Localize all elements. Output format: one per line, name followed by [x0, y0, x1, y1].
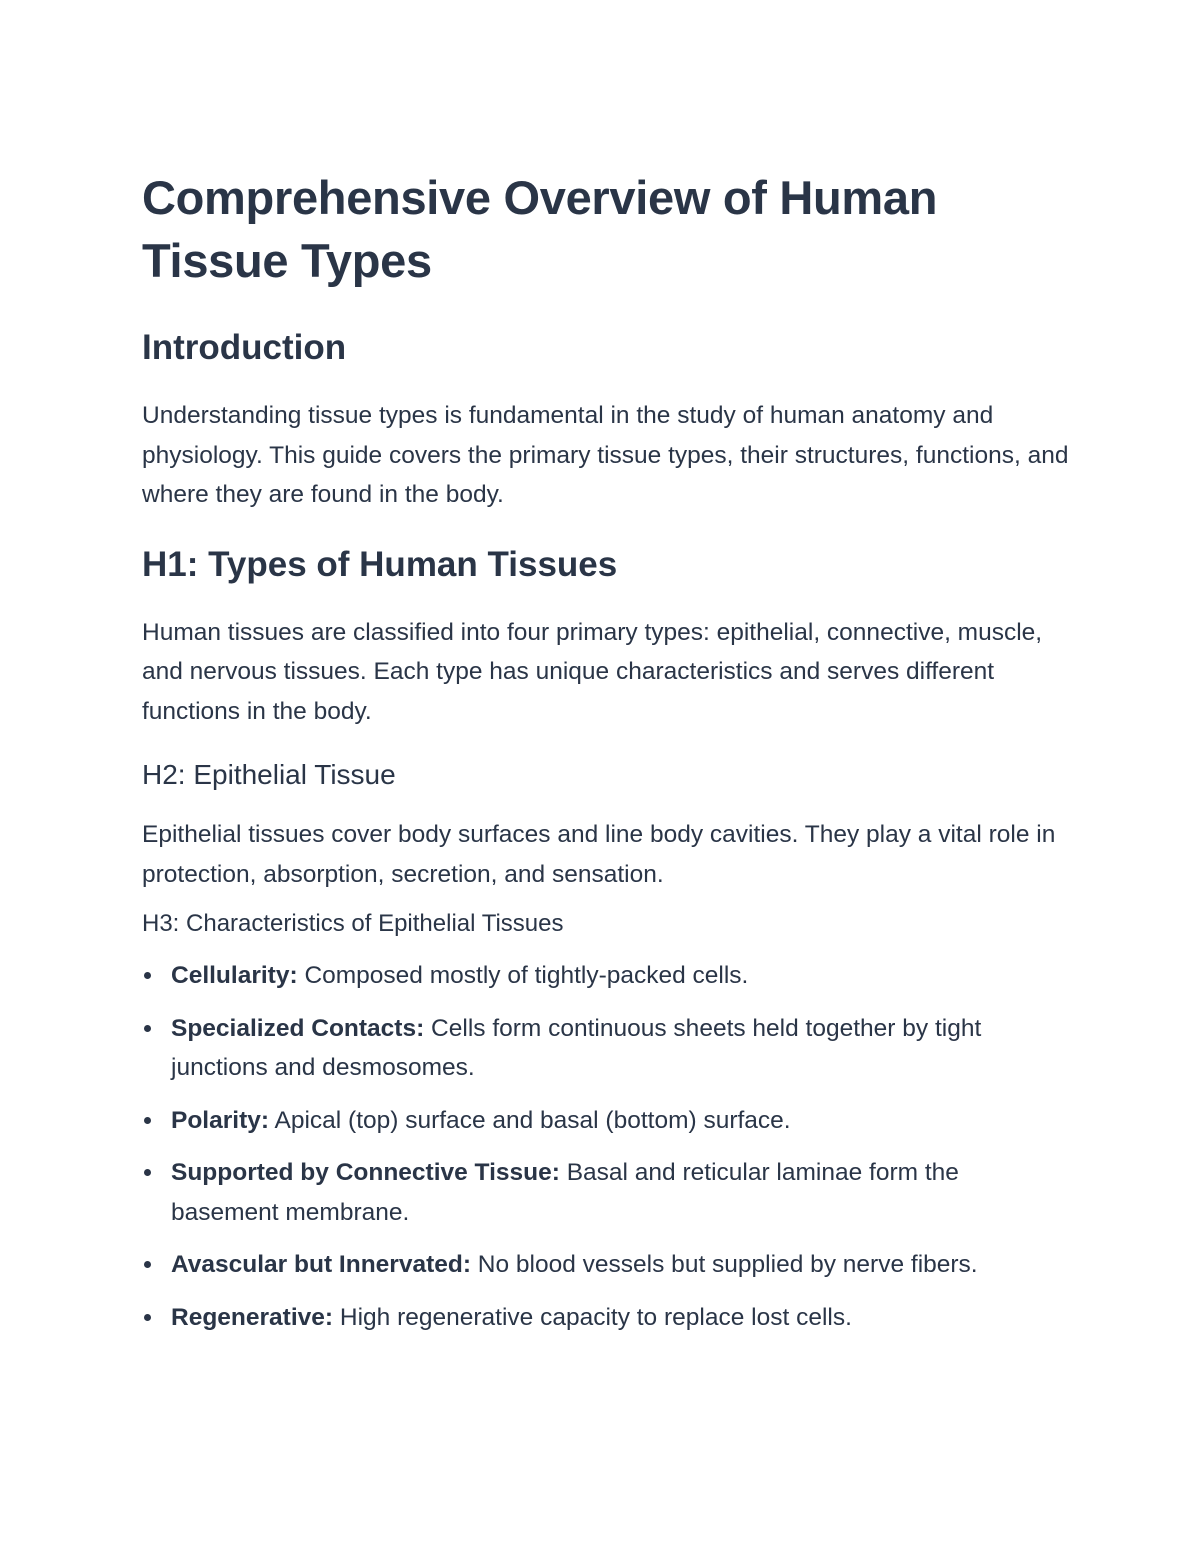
list-item-desc: Cells form continuous sheets held together by tight junctions and desmosomes. — [171, 1014, 982, 1081]
list-item — [142, 1009, 1072, 1088]
types-heading: H1: Types of Human Tissues — [142, 544, 618, 584]
list-item — [142, 956, 1072, 996]
intro-paragraph: Understanding tissue types is fundamental in the study of human anatomy and physiology. This guide covers the primary tissue types, their structures, functions, and where they are found in the body. — [142, 402, 1069, 508]
bullet-icon — [144, 972, 151, 979]
list-item-desc: High regenerative capacity to replace lost cells. — [333, 1303, 852, 1331]
list-item — [142, 1101, 1072, 1141]
list-item-desc: Composed mostly of tightly-packed cells. — [297, 962, 749, 989]
characteristics-heading: H3: Characteristics of Epithelial Tissues — [142, 910, 564, 937]
list-item-term: Cellularity — [171, 962, 290, 989]
bullet-icon — [144, 1261, 151, 1268]
characteristics-list — [142, 956, 1072, 1337]
epithelial-paragraph: Epithelial tissues cover body surfaces and line body cavities. They play a vital role in protection, absorption, secretion, and sensation. — [142, 821, 1056, 888]
bullet-icon — [144, 1314, 151, 1321]
list-item-term: Supported by Connective Tissue — [171, 1159, 552, 1186]
list-item-desc: No blood vessels but supplied by nerve fibers. — [471, 1251, 978, 1278]
list-item-term: Avascular but Innervated — [171, 1251, 463, 1278]
document-title: Comprehensive Overview of Human Tissue Types — [142, 171, 938, 287]
list-item-separator: : — [289, 962, 298, 989]
list-item-separator: : — [324, 1303, 334, 1331]
list-item-term: Polarity — [171, 1106, 261, 1134]
types-paragraph: Human tissues are classified into four primary types: epithelial, connective, muscle, and nervous tissues. Each type has unique characteristics and serves different functions in the body. — [142, 618, 1043, 725]
bullet-icon — [144, 1117, 151, 1124]
list-item — [142, 1245, 1072, 1285]
list-item-term: Regenerative — [171, 1303, 325, 1331]
document-page — [142, 166, 1072, 1350]
list-item-separator: : — [416, 1014, 425, 1042]
intro-heading: Introduction — [142, 328, 347, 367]
list-item-desc: Apical (top) surface and basal (bottom) surface. — [269, 1106, 791, 1134]
epithelial-heading: H2: Epithelial Tissue — [142, 759, 396, 790]
list-item — [142, 1153, 1072, 1232]
list-item-separator: : — [260, 1106, 270, 1134]
list-item-desc: Basal and reticular laminae form the basement membrane. — [171, 1159, 959, 1226]
bullet-icon — [144, 1169, 151, 1176]
list-item-separator: : — [462, 1251, 471, 1278]
list-item — [142, 1298, 1072, 1338]
list-item-separator: : — [551, 1159, 560, 1186]
bullet-icon — [144, 1025, 151, 1032]
list-item-term: Specialized Contacts — [171, 1014, 417, 1042]
